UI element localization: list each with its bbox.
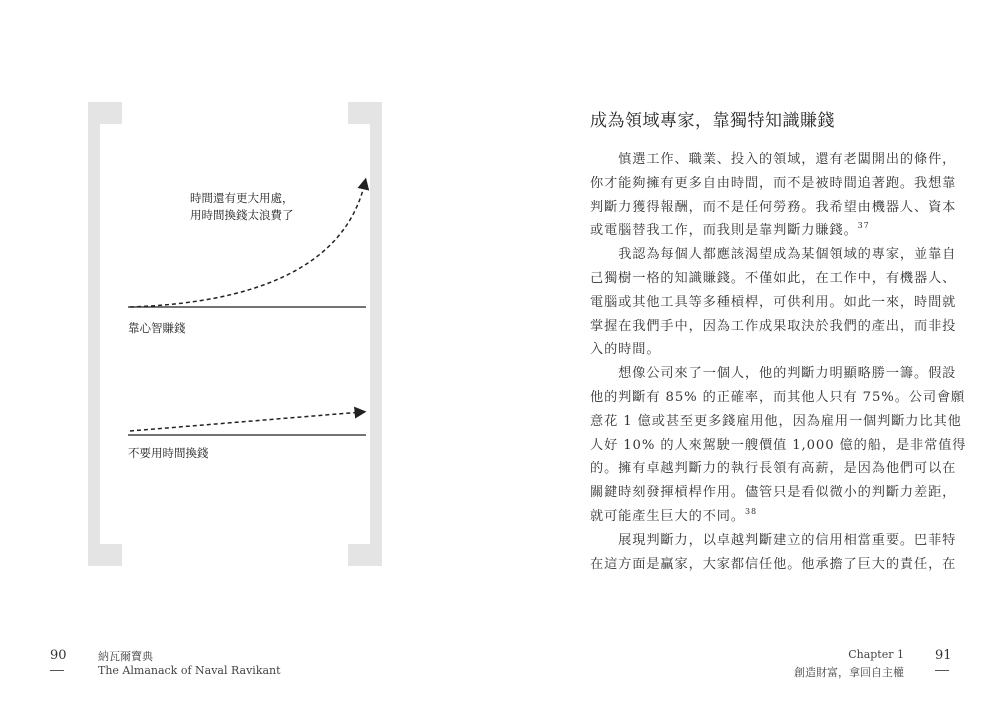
running-head-chapter: Chapter 1 [848, 648, 904, 661]
footnote-marker: 37 [857, 221, 870, 231]
body-line [590, 553, 957, 572]
body-line-text: 人好 10% 的人來駕駛一艘價值 1,000 億的船，是非常值得 [590, 437, 967, 453]
body-line [590, 267, 957, 286]
body-line [590, 386, 966, 405]
body-line [590, 505, 920, 524]
body-line [590, 315, 957, 334]
diagram-note-line1: 時間還有更大用處， [190, 191, 294, 205]
body-line [590, 196, 957, 215]
body-line [590, 410, 962, 429]
diagram-upper-label: 靠心智賺錢 [128, 321, 186, 335]
body-line [590, 434, 967, 453]
body-line [590, 338, 920, 357]
running-head-zh-right: 創造財富，拿回自主權 [794, 666, 904, 679]
body-line-text: 展現判斷力，以卓越判斷建立的信用相當重要。巴菲特 [590, 532, 957, 548]
body-line [590, 291, 957, 310]
body-line-text: 掌握在我們手中，因為工作成果取決於我們的產出，而非投 [590, 318, 957, 334]
body-line-text: 在這方面是贏家，大家都信任他。他承擔了巨大的責任，在 [590, 556, 957, 572]
body-line [590, 243, 957, 263]
running-head-en-left: The Almanack of Naval Ravikant [98, 664, 281, 677]
body-line-text: 己獨樹一格的知識賺錢。不僅如此，在工作中，有機器人、 [590, 271, 957, 286]
body-line [590, 457, 957, 477]
body-line [590, 148, 957, 167]
footer-dash-right [935, 670, 949, 671]
body-line-text: 慎選工作、職業、投入的領域，還有老闆開出的條件， [590, 152, 957, 167]
body-line-text: 入的時間。 [590, 342, 661, 358]
body-line-text: 判斷力獲得報酬，而不是任何勞務。我希望由機器人、資本 [590, 199, 957, 215]
body-line [590, 172, 957, 191]
body-line-text: 我認為每個人都應該渴望成為某個領域的專家，並靠自 [590, 247, 957, 263]
body-line-text: 就可能產生巨大的不同。 [590, 509, 745, 524]
body-line-text: 意花 1 億或甚至更多錢雇用他，因為雇用一個判斷力比其他 [590, 413, 962, 429]
diagram-lower-label: 不要用時間換錢 [128, 446, 209, 460]
page-number-right: 91 [935, 648, 952, 663]
body-line-text: 想像公司來了一個人，他的判斷力明顯略勝一籌。假設 [590, 366, 957, 382]
body-line [590, 481, 957, 501]
body-line-text: 他的判斷有 85% 的正確率，而其他人只有 75%。公司會願 [590, 390, 966, 405]
footer-dash-left [50, 670, 64, 671]
body-line [590, 362, 957, 382]
body-line-text: 關鍵時刻發揮槓桿作用。儘管只是看似微小的判斷力差距， [590, 485, 957, 501]
body-line-text: 或電腦替我工作，而我則是靠判斷力賺錢。 [590, 223, 858, 239]
linear-dashed-arrow [130, 412, 362, 431]
running-head-zh-left: 納瓦爾寶典 [98, 650, 153, 663]
section-title: 成為領域專家，靠獨特知識賺錢 [590, 111, 835, 131]
footnote-marker: 38 [744, 507, 757, 516]
body-line [590, 219, 920, 238]
body-line-text: 電腦或其他工具等多種槓桿，可供利用。如此一來，時間就 [590, 294, 957, 310]
body-line-text: 你才能夠擁有更多自由時間，而不是被時間追著跑。我想靠 [590, 175, 957, 191]
diagram-note-line2: 用時間換錢太浪費了 [190, 208, 294, 222]
body-line [590, 529, 957, 548]
page-number-left: 90 [50, 648, 67, 663]
body-line-text: 的。擁有卓越判斷力的執行長領有高薪，是因為他們可以在 [590, 461, 957, 477]
